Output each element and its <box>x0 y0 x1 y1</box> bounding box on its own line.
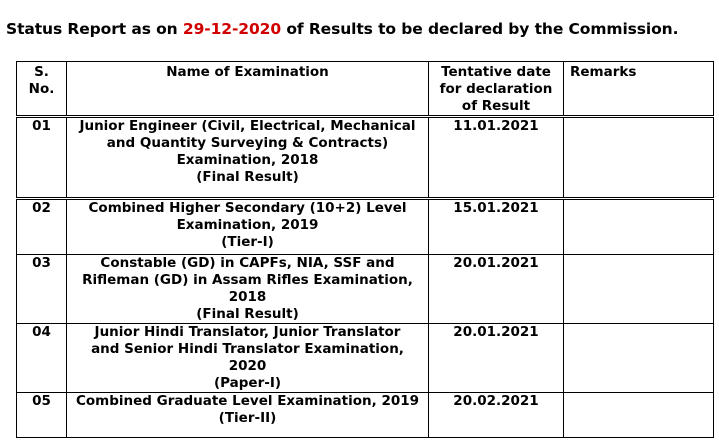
header-date: Tentative date for declaration of Result <box>429 62 564 117</box>
header-exam: Name of Examination <box>67 62 429 117</box>
cell-remarks <box>564 324 714 393</box>
cell-sno: 01 <box>17 117 67 199</box>
cell-exam: Combined Graduate Level Examination, 2019 (Tier-II) <box>67 393 429 438</box>
cell-date: 15.01.2021 <box>429 199 564 255</box>
cell-remarks <box>564 255 714 324</box>
table-row <box>17 324 714 393</box>
table-header-row <box>17 62 714 117</box>
results-status-table <box>16 61 714 438</box>
heading-suffix: of Results to be declared by the Commission. <box>281 20 679 38</box>
cell-date: 20.01.2021 <box>429 324 564 393</box>
cell-sno: 02 <box>17 199 67 255</box>
cell-sno: 05 <box>17 393 67 438</box>
heading-prefix: Status Report as on <box>6 20 183 38</box>
cell-remarks <box>564 117 714 199</box>
cell-sno: 03 <box>17 255 67 324</box>
heading-date: 29-12-2020 <box>182 20 282 38</box>
cell-date: 20.01.2021 <box>429 255 564 324</box>
cell-date: 20.02.2021 <box>429 393 564 438</box>
cell-exam: Junior Hindi Translator, Junior Translator and Senior Hindi Translator Examination, 2020 (Paper-I) <box>67 324 429 393</box>
cell-remarks <box>564 199 714 255</box>
cell-remarks <box>564 393 714 438</box>
cell-exam: Constable (GD) in CAPFs, NIA, SSF and Rifleman (GD) in Assam Rifles Examination, 2018 (Final Result) <box>67 255 429 324</box>
header-remarks: Remarks <box>564 62 714 117</box>
cell-sno: 04 <box>17 324 67 393</box>
cell-exam: Junior Engineer (Civil, Electrical, Mechanical and Quantity Surveying & Contracts) Examination, 2018 (Final Result) <box>67 117 429 199</box>
table-row <box>17 255 714 324</box>
header-sno: S. No. <box>17 62 67 117</box>
table-row <box>17 117 714 199</box>
cell-date: 11.01.2021 <box>429 117 564 199</box>
cell-exam: Combined Higher Secondary (10+2) Level Examination, 2019 (Tier-I) <box>67 199 429 255</box>
table-row <box>17 393 714 438</box>
table-row <box>17 199 714 255</box>
report-heading <box>6 20 719 38</box>
